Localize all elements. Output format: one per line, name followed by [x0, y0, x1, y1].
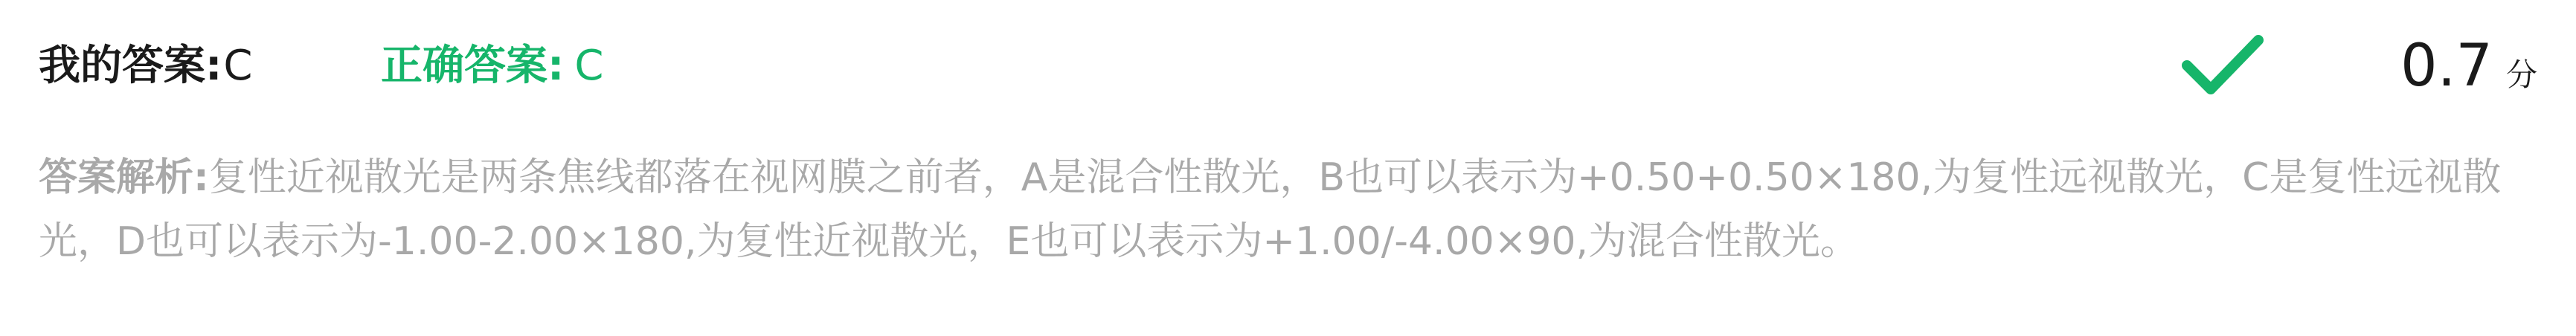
- score-unit: 分: [2506, 56, 2538, 93]
- correct-answer-label: 正确答案:: [381, 42, 565, 90]
- checkmark-icon: [2181, 33, 2264, 100]
- correct-answer: [381, 33, 604, 100]
- answer-analysis: [39, 146, 2508, 274]
- analysis-text: 复性近视散光是两条焦线都落在视网膜之前者，A是混合性散光，B也可以表示为+0.50+0.50×180,为复性远视散光，C是复性远视散光，D也可以表示为-1.00-2.00×180,为复性近视散光，E也可以表示为+1.00/-4.00×90,为混合性散光。: [39, 155, 2502, 264]
- correct-answer-value: C: [574, 42, 604, 90]
- answer-row: [39, 33, 2538, 100]
- my-answer-label: 我的答案:: [39, 42, 222, 90]
- score-value: 0.7: [2400, 33, 2493, 100]
- my-answer: [39, 33, 253, 100]
- analysis-label: 答案解析:: [39, 155, 209, 200]
- score: [2400, 33, 2537, 115]
- my-answer-value: C: [223, 42, 253, 90]
